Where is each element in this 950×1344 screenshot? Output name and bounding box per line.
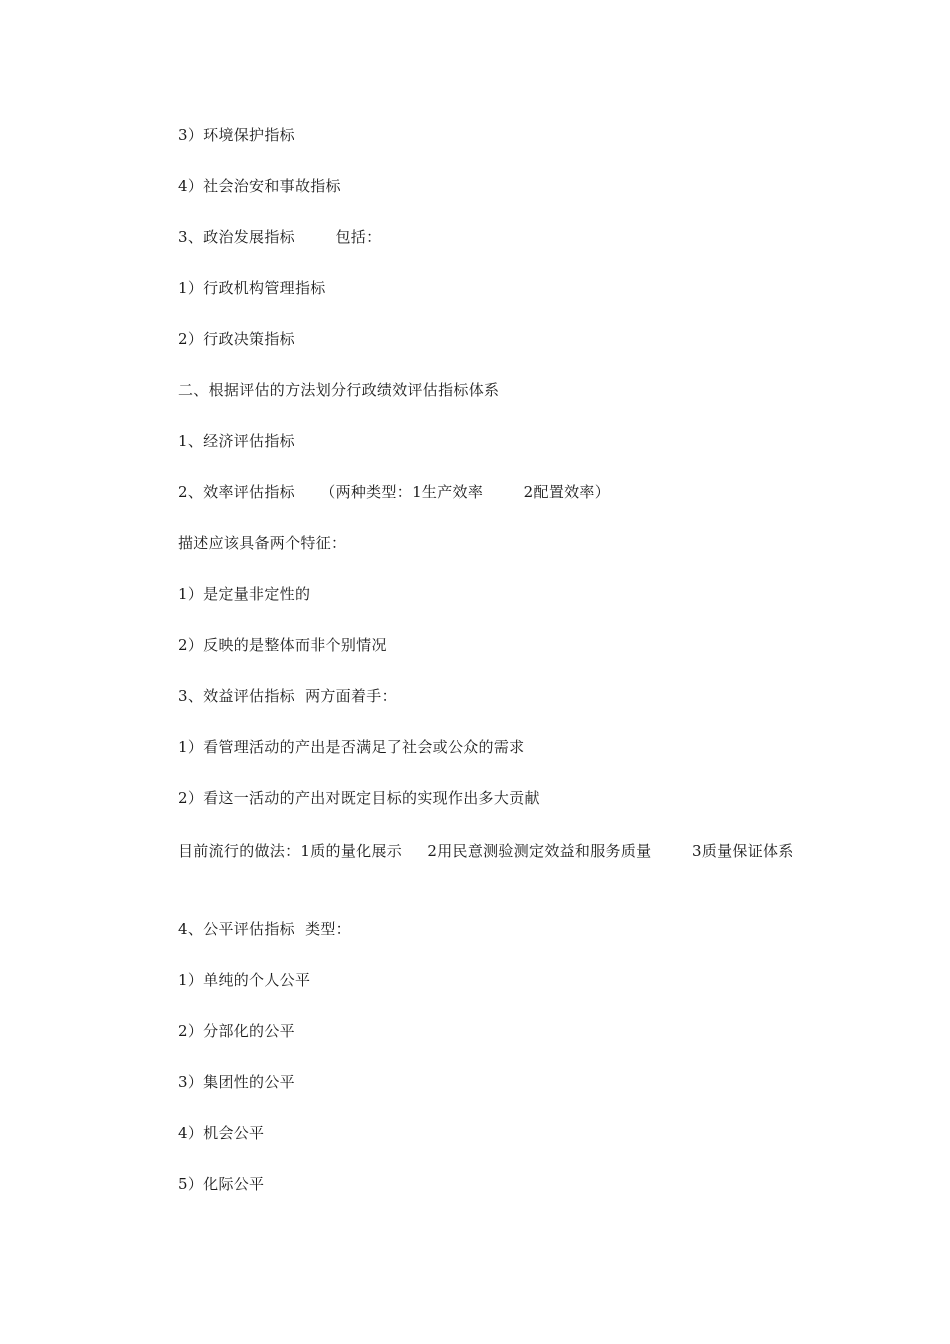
text-line: 5）化际公平 — [178, 1175, 265, 1193]
text-line: 2、效率评估指标 （两种类型：1生产效率 2配置效率） — [178, 483, 611, 501]
text-line: 4、公平评估指标 类型： — [178, 920, 351, 938]
text-line: 1）行政机构管理指标 — [178, 279, 326, 297]
text-line: 2）分部化的公平 — [178, 1022, 295, 1040]
text-line: 3、效益评估指标 两方面着手： — [178, 687, 397, 705]
text-line: 3、政治发展指标 包括： — [178, 228, 382, 246]
text-line: 4）社会治安和事故指标 — [178, 177, 341, 195]
text-line: 2）反映的是整体而非个别情况 — [178, 636, 387, 654]
section-heading: 二、根据评估的方法划分行政绩效评估指标体系 — [178, 381, 500, 399]
text-line: 3）集团性的公平 — [178, 1073, 295, 1091]
text-line: 1、经济评估指标 — [178, 432, 295, 450]
text-line: 4）机会公平 — [178, 1124, 265, 1142]
text-line: 1）单纯的个人公平 — [178, 971, 311, 989]
text-line: 1）是定量非定性的 — [178, 585, 311, 603]
text-line: 描述应该具备两个特征： — [178, 534, 347, 552]
text-line: 2）行政决策指标 — [178, 330, 295, 348]
text-line: 1）看管理活动的产出是否满足了社会或公众的需求 — [178, 738, 525, 756]
paragraph-current-practice: 目前流行的做法：1质的量化展示 2用民意测验测定效益和服务质量 3质量保证体系 — [178, 842, 794, 860]
text-line: 2）看这一活动的产出对既定目标的实现作出多大贡献 — [178, 789, 540, 807]
text-line: 3）环境保护指标 — [178, 126, 295, 144]
